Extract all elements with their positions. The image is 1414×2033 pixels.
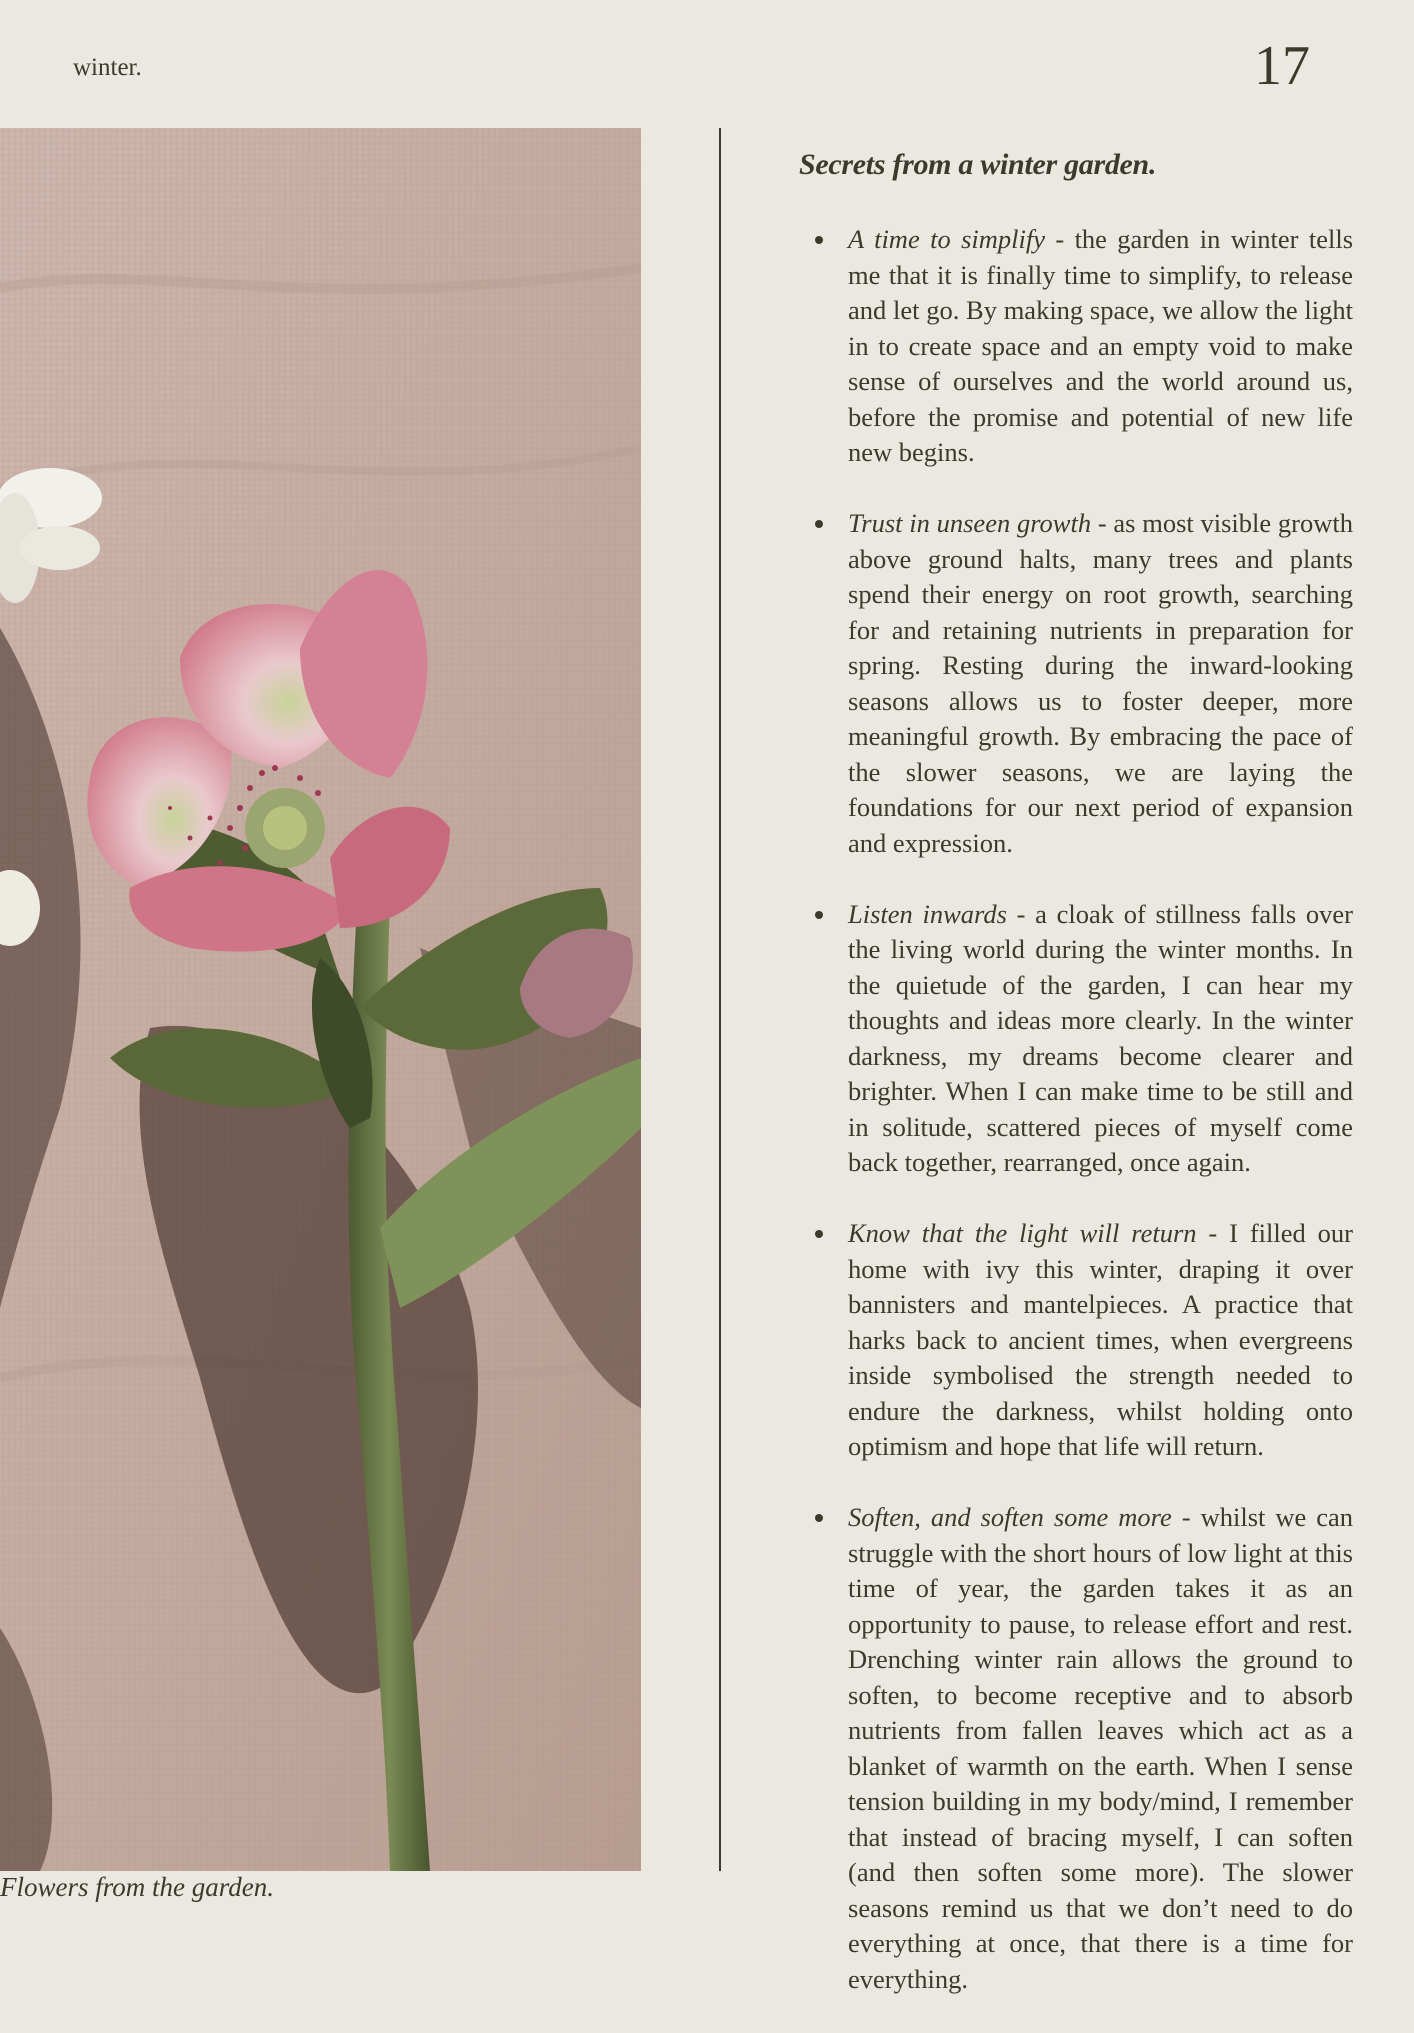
bullet-icon <box>815 1514 823 1522</box>
item-heading: Soften, and soften some more <box>848 1502 1172 1532</box>
list-item <box>799 222 1353 471</box>
item-heading: Listen inwards <box>848 898 1007 929</box>
list-item <box>799 506 1353 861</box>
flower-photo <box>0 128 641 1871</box>
bullet-icon <box>815 1230 823 1238</box>
item-separator: - <box>1196 1218 1230 1248</box>
list-item <box>799 1216 1353 1465</box>
item-body: whilst we can struggle with the short hours of low light at this time of year, the garden takes it as an opportunity to pause, to release effort and rest. Drenching winter rain allows the ground to soften, to become receptive and to absorb nutrients from fallen leaves which act as a blanket of warmth on the earth. When I sense tension building in my body/mind, I remember that instead of bracing myself, I can soften (and then soften some more). The slower seasons remind us that we don’t need to do everything at once, that there is a time for everything. <box>848 1502 1354 1994</box>
item-body: as most visible growth above ground halts, many trees and plants spend their energy on root growth, searching for and retaining nutrients in preparation for spring. Resting during the inward-looking seasons allows us to foster deeper, more meaningful growth. By embracing the pace of the slower seasons, we are laying the foundations for our next period of expansion and expression. <box>848 508 1353 858</box>
item-body: a cloak of stillness falls over the living world during the winter months. In the quietude of the garden, I can hear my thoughts and ideas more clearly. In the winter darkness, my dreams become clearer and brighter. When I can make time to be still and in solitude, scattered pieces of myself come back together, rearranged, once again. <box>848 898 1353 1177</box>
item-separator: - <box>1006 898 1036 929</box>
item-heading: Know that the light will return <box>848 1218 1197 1248</box>
page-number: 17 <box>1254 35 1310 97</box>
bullet-icon <box>815 911 823 919</box>
item-separator: - <box>1044 224 1075 254</box>
item-body: the garden in winter tells me that it is finally time to simplify, to release and let go. By making space, we allow the light in to create space and an empty void to make sense of ourselves and the world around us, before the promise and potential of new life new begins. <box>848 224 1354 467</box>
column-divider <box>719 128 721 1871</box>
bullet-icon <box>815 520 823 528</box>
bullet-icon <box>815 236 823 244</box>
list-item <box>799 897 1353 1181</box>
article-title: Secrets from a winter garden. <box>799 148 1157 181</box>
item-separator: - <box>1091 508 1114 538</box>
item-separator: - <box>1171 1502 1201 1532</box>
article <box>799 148 1353 2033</box>
item-body: I filled our home with ivy this winter, draping it over bannisters and mantelpieces. A practice that harks back to ancient times, when evergreens inside symbolised the strength needed to endure the darkness, whilst holding onto optimism and hope that life will return. <box>848 1218 1353 1461</box>
secrets-list <box>799 222 1353 1997</box>
item-heading: Trust in unseen growth <box>848 508 1092 538</box>
item-heading: A time to simplify <box>848 224 1045 254</box>
photo-caption: Flowers from the garden. <box>0 1872 274 1902</box>
running-head: winter. <box>73 54 142 81</box>
list-item <box>799 1500 1353 1997</box>
